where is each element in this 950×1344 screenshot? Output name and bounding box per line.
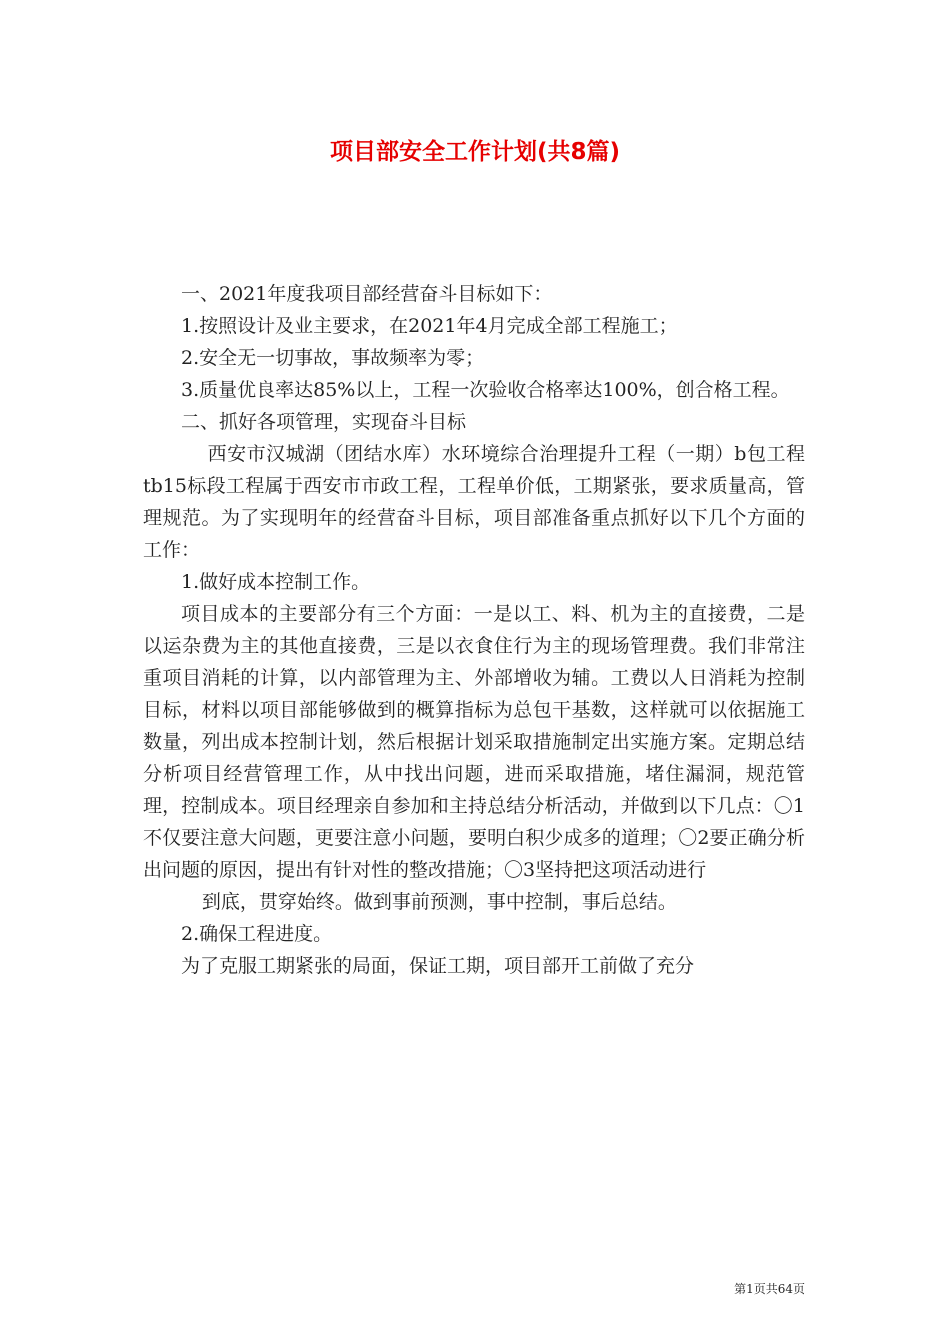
paragraph: 一、2021年度我项目部经营奋斗目标如下： [181, 283, 553, 305]
paragraph: 1.按照设计及业主要求，在2021年4月完成全部工程施工； [181, 315, 678, 337]
paragraph: 西安市汉城湖（团结水库）水环境综合治理提升工程（一期）b包工程tb15标段工程属于西安市市政工程，工程单价低，工期紧张，要求质量高，管理规范。为了实现明年的经营奋斗目标，项目部准备重点抓好以下几个方面的工作： [143, 443, 805, 561]
page-number: 第1页共64页 [734, 1282, 805, 1296]
paragraph: 二、抓好各项管理，实现奋斗目标 [181, 411, 467, 433]
document-body [143, 278, 805, 982]
paragraph: 2.安全无一切事故，事故频率为零； [181, 347, 485, 369]
paragraph: 3.质量优良率达85%以上，工程一次验收合格率达100%，创合格工程。 [181, 379, 790, 401]
document-title: 项目部安全工作计划(共8篇) [329, 139, 621, 165]
paragraph: 2.确保工程进度。 [181, 923, 333, 945]
paragraph: 到底，贯穿始终。做到事前预测，事中控制，事后总结。 [201, 891, 677, 913]
paragraph: 1.做好成本控制工作。 [181, 571, 371, 593]
paragraph: 为了克服工期紧张的局面，保证工期，项目部开工前做了充分 [181, 955, 695, 977]
paragraph: 项目成本的主要部分有三个方面：一是以工、料、机为主的直接费，二是以运杂费为主的其他直接费，三是以衣食住行为主的现场管理费。我们非常注重项目消耗的计算，以内部管理为主、外部增收为辅。工费以人日消耗为控制目标，材料以项目部能够做到的概算指标为总包干基数，这样就可以依据施工数量，列出成本控制计划，然后根据计划采取措施制定出实施方案。定期总结分析项目经营管理工作，从中找出问题，进而采取措施，堵住漏洞，规范管理，控制成本。项目经理亲自参加和主持总结分析活动，并做到以下几点：〇1不仅要注意大问题，更要注意小问题，要明白积少成多的道理；〇2要正确分析出问题的原因，提出有针对性的整改措施；〇3坚持把这项活动进行 [143, 603, 805, 881]
